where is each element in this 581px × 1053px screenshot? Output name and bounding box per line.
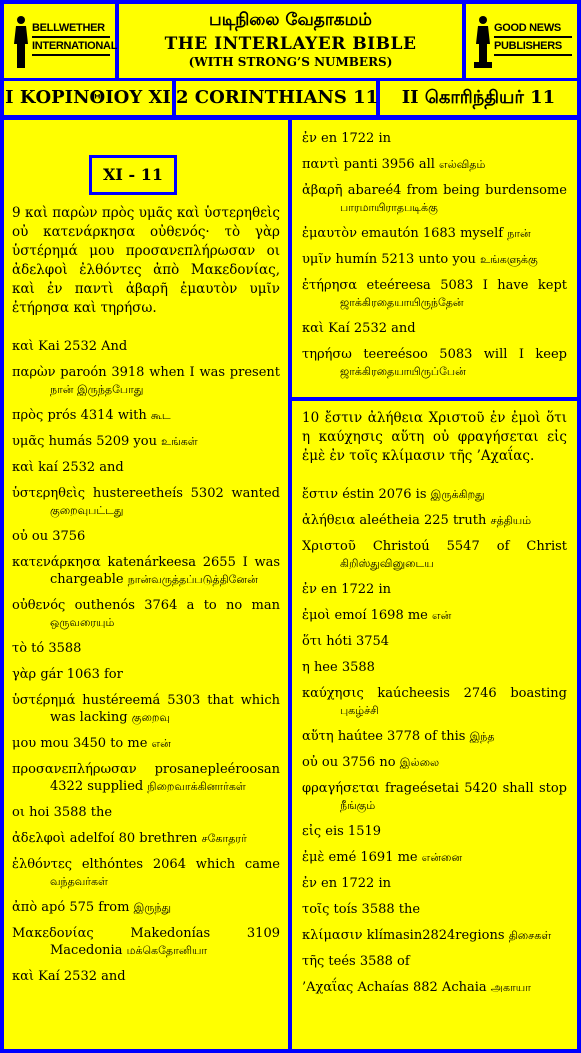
word-entry xyxy=(12,433,280,450)
greek-word: τῆς xyxy=(302,954,325,969)
transliteration-strongs-gloss: eteéreesa 5083 I have kept xyxy=(366,278,567,293)
tamil-gloss: ஜாக்கிரதையாயிருப்பேன் xyxy=(340,365,466,378)
word-entry xyxy=(12,485,280,519)
greek-word: υμῖν xyxy=(302,252,332,267)
logo-text-line: INTERNATIONAL xyxy=(32,40,110,56)
word-entry xyxy=(12,899,280,916)
word-entry xyxy=(302,659,567,676)
transliteration-strongs-gloss: hustereetheís 5302 wanted xyxy=(92,486,280,501)
word-entry xyxy=(302,512,567,529)
tamil-gloss: என்னை xyxy=(421,851,463,864)
transliteration-strongs-gloss: mou 3450 to me xyxy=(40,736,148,751)
greek-word: ὑστερηθεὶς xyxy=(12,486,86,501)
logo-text-line: GOOD NEWS xyxy=(494,22,572,38)
logo-text-line: PUBLISHERS xyxy=(494,40,572,56)
title-english: THE INTERLAYER BIBLE xyxy=(164,34,417,54)
greek-word: εἰς xyxy=(302,824,322,839)
transliteration-strongs-gloss: frageésetai 5420 shall stop xyxy=(385,781,567,796)
transliteration-strongs-gloss: en 1722 in xyxy=(321,582,391,597)
greek-word: καὶ xyxy=(12,339,35,354)
title-tamil: படிநிலை வேதாகமம் xyxy=(209,10,372,30)
greek-word: ἀλήθεια xyxy=(302,513,356,528)
word-entry xyxy=(12,528,280,545)
word-entry xyxy=(302,346,567,380)
bellwether-logo xyxy=(10,12,118,70)
greek-word: προσανεπλήρωσαν xyxy=(12,762,137,777)
word-entry xyxy=(302,780,567,814)
transliteration-strongs-gloss: outhenós 3764 a to no man xyxy=(74,598,280,613)
header-title-panel xyxy=(119,4,462,78)
transliteration-strongs-gloss: Makedonías 3109 Macedonia xyxy=(50,926,280,958)
transliteration-strongs-gloss: Achaías 882 Achaia xyxy=(357,980,487,995)
greek-word: ὑστέρημά xyxy=(12,693,76,708)
logo-text-line: BELLWETHER xyxy=(32,22,110,38)
transliteration-strongs-gloss: hóti 3754 xyxy=(326,634,390,649)
transliteration-strongs-gloss: teés 3588 of xyxy=(328,954,410,969)
word-entry xyxy=(302,823,567,840)
transliteration-strongs-gloss: Christoú 5547 of Christ xyxy=(372,539,567,554)
transliteration-strongs-gloss: kaúcheesis 2746 boasting xyxy=(377,686,567,701)
greek-word: ἐν xyxy=(302,876,317,891)
greek-word: καὶ xyxy=(12,969,35,984)
transliteration-strongs-gloss: emautón 1683 myself xyxy=(361,226,504,241)
tamil-gloss: இந்த xyxy=(469,730,495,743)
transliteration-strongs-gloss: prosanepleéroosan 4322 supplied xyxy=(50,762,280,794)
tamil-gloss: புகழ்ச்சி xyxy=(340,704,379,717)
word-entry xyxy=(12,968,280,985)
tamil-gloss: குறைவுபட்டது xyxy=(50,504,124,517)
transliteration-strongs-gloss: Kaí 2532 and xyxy=(38,969,126,984)
word-list-left xyxy=(12,338,280,985)
chapter-label: XI - 11 xyxy=(89,155,177,195)
word-entry xyxy=(302,633,567,650)
word-list-right-bottom xyxy=(302,486,567,996)
title-english-book: 2 CORINTHIANS 11 xyxy=(176,81,376,115)
title-tamil-book: II கொரிந்தியர் 11 xyxy=(380,81,577,115)
greek-word: Μακεδονίας xyxy=(12,926,94,941)
greek-word: ἐμαυτὸν xyxy=(302,226,358,241)
greek-word: Χριστοῦ xyxy=(302,539,356,554)
greek-word: παντὶ xyxy=(302,157,340,172)
transliteration-strongs-gloss: tó 3588 xyxy=(31,641,82,656)
good-news-logo xyxy=(472,12,572,70)
tamil-gloss: இருந்து xyxy=(133,901,172,914)
transliteration-strongs-gloss: Kaí 2532 and xyxy=(328,321,416,336)
greek-word: καύχησις xyxy=(302,686,364,701)
word-entry xyxy=(12,597,280,631)
transliteration-strongs-gloss: paroón 3918 when I was present xyxy=(60,365,280,380)
good-news-figure-icon xyxy=(474,14,492,68)
word-entry xyxy=(302,953,567,970)
greek-word: παρὼν xyxy=(12,365,56,380)
word-entry xyxy=(12,666,280,683)
subtitle: (WITH STRONG’S NUMBERS) xyxy=(188,55,393,69)
transliteration-strongs-gloss: en 1722 in xyxy=(321,876,391,891)
greek-word: πρὸς xyxy=(12,408,44,423)
greek-word: κλίμασιν xyxy=(302,928,363,943)
greek-word: ἐτήρησα xyxy=(302,278,358,293)
greek-word: ἐμὲ xyxy=(302,850,325,865)
verse-10-text: 10 ἔστιν ἀλήθεια Χριστοῦ ἐν ἐμοὶ ὅτι η καύχησις αὕτη οὐ φραγήσεται εἰς ἐμὲ ἐν τοῖς κλίμασιν τῆς ’Αχαΐας. xyxy=(302,410,567,464)
greek-word: ἐν xyxy=(302,582,317,597)
transliteration-strongs-gloss: hoi 3588 the xyxy=(29,805,113,820)
transliteration-strongs-gloss: teereésoo 5083 will I keep xyxy=(363,347,567,362)
word-entry xyxy=(12,830,280,847)
tamil-gloss: அகாயா xyxy=(490,981,531,994)
transliteration-strongs-gloss: emé 1691 me xyxy=(328,850,418,865)
transliteration-strongs-gloss: prós 4314 with xyxy=(47,408,147,423)
greek-word: καὶ xyxy=(302,321,325,336)
word-entry xyxy=(302,728,567,745)
transliteration-strongs-gloss: elthóntes 2064 which came xyxy=(81,857,280,872)
tamil-gloss: வந்தவர்கள் xyxy=(50,875,108,888)
tamil-gloss: நான்வருத்தப்படுத்தினேன் xyxy=(127,573,258,586)
tamil-gloss: கூட xyxy=(150,409,171,422)
greek-word: ἐν xyxy=(302,131,317,146)
greek-word: οὐθενός xyxy=(12,598,66,613)
transliteration-strongs-gloss: Kai 2532 And xyxy=(38,339,128,354)
tamil-gloss: சத்தியம் xyxy=(490,514,532,527)
tamil-gloss: உங்கள் xyxy=(161,435,198,448)
tamil-gloss: மக்கெதோனியா xyxy=(126,944,208,957)
transliteration-strongs-gloss: toís 3588 the xyxy=(333,902,421,917)
greek-word: καὶ xyxy=(12,460,35,475)
word-entry xyxy=(302,130,567,147)
greek-word: μου xyxy=(12,736,37,751)
transliteration-strongs-gloss: kaí 2532 and xyxy=(38,460,124,475)
word-entry xyxy=(12,640,280,657)
greek-word: ἀδελφοὶ xyxy=(12,831,66,846)
greek-word: τὸ xyxy=(12,641,28,656)
transliteration-strongs-gloss: humín 5213 unto you xyxy=(335,252,476,267)
greek-word: τηρήσω xyxy=(302,347,352,362)
greek-word: ὅτι xyxy=(302,634,323,649)
greek-word: ἐμοὶ xyxy=(302,608,331,623)
transliteration-strongs-gloss: adelfoí 80 brethren xyxy=(69,831,198,846)
tamil-gloss: எல்விதம் xyxy=(439,158,486,171)
good-news-logo-panel xyxy=(466,4,577,78)
word-entry xyxy=(302,538,567,572)
left-panel xyxy=(4,120,288,1049)
greek-word: υμᾶς xyxy=(12,434,45,449)
word-entry xyxy=(12,692,280,726)
transliteration-strongs-gloss: éstin 2076 is xyxy=(342,487,427,502)
bellwether-logo-panel xyxy=(4,4,118,78)
word-entry xyxy=(12,856,280,890)
transliteration-strongs-gloss: aleétheia 225 truth xyxy=(359,513,487,528)
word-entry xyxy=(302,979,567,996)
greek-word: οὐ xyxy=(12,529,28,544)
right-top-panel xyxy=(292,120,577,397)
word-entry xyxy=(12,554,280,588)
tamil-gloss: நீங்கும் xyxy=(340,799,376,812)
tamil-gloss: என் xyxy=(151,737,171,750)
transliteration-strongs-gloss: haútee 3778 of this xyxy=(337,729,466,744)
word-entry xyxy=(12,459,280,476)
word-entry xyxy=(12,364,280,398)
word-entry xyxy=(12,925,280,959)
transliteration-strongs-gloss: humás 5209 you xyxy=(48,434,157,449)
greek-word: φραγήσεται xyxy=(302,781,380,796)
transliteration-strongs-gloss: abareé4 from being burdensome xyxy=(347,183,567,198)
right-bottom-panel xyxy=(292,401,577,1049)
word-entry xyxy=(302,182,567,216)
transliteration-strongs-gloss: gár 1063 for xyxy=(40,667,123,682)
transliteration-strongs-gloss: ou 3756 no xyxy=(321,755,396,770)
word-entry xyxy=(302,486,567,503)
word-entry xyxy=(302,875,567,892)
greek-word: ἔστιν xyxy=(302,487,339,502)
tamil-gloss: நிறைவாக்கினார்கள் xyxy=(147,780,246,793)
tamil-gloss: ஜாக்கிரதையாயிருந்தேன் xyxy=(340,296,464,309)
word-list-right-top xyxy=(302,130,567,380)
word-entry xyxy=(12,338,280,355)
word-entry xyxy=(12,735,280,752)
word-entry xyxy=(302,849,567,866)
greek-word: κατενάρκησα xyxy=(12,555,101,570)
word-entry xyxy=(302,156,567,173)
tamil-gloss: உங்களுக்கு xyxy=(480,253,538,266)
tamil-gloss: இருக்கிறது xyxy=(430,488,485,501)
greek-word: οὐ xyxy=(302,755,318,770)
bellwether-figure-icon xyxy=(12,14,30,68)
tamil-gloss: நான் xyxy=(507,227,531,240)
transliteration-strongs-gloss: katenárkeesa 2655 I was chargeable xyxy=(50,555,280,587)
word-entry xyxy=(302,685,567,719)
transliteration-strongs-gloss: emoí 1698 me xyxy=(334,608,428,623)
tamil-gloss: குறைவு xyxy=(131,711,170,724)
greek-word: η xyxy=(302,660,310,675)
tamil-gloss: திசைகள் xyxy=(508,929,552,942)
transliteration-strongs-gloss: ou 3756 xyxy=(31,529,86,544)
transliteration-strongs-gloss: hee 3588 xyxy=(313,660,375,675)
greek-word: αὕτη xyxy=(302,729,334,744)
greek-word: ἀπὸ xyxy=(12,900,38,915)
tamil-gloss: இல்லை xyxy=(399,756,440,769)
word-entry xyxy=(12,407,280,424)
tamil-gloss: ஒருவரையும் xyxy=(50,616,115,629)
transliteration-strongs-gloss: klímasin2824regions xyxy=(366,928,505,943)
transliteration-strongs-gloss: apó 575 from xyxy=(41,900,130,915)
greek-word: ’Αχαΐας xyxy=(302,980,354,995)
word-entry xyxy=(302,901,567,918)
word-entry xyxy=(302,754,567,771)
greek-word: τοῖς xyxy=(302,902,330,917)
word-entry xyxy=(302,320,567,337)
word-entry xyxy=(12,761,280,795)
verse-9-text: 9 καὶ παρὼν πρὸς υμᾶς καὶ ὑστερηθεὶς οὐ κατενάρκησα οὐθενός· τὸ γὰρ ὑστέρημά μου προσανεπλήρωσαν οι ἀδελφοὶ ἐλθόντες ἀπὸ Μακεδονίας, καὶ ἐν παντὶ ἀβαρῆ ἐμαυτὸν υμῖν ἐτήρησα καὶ τηρήσω. xyxy=(12,205,280,316)
tamil-gloss: கிறிஸ்துவினுடைய xyxy=(340,557,434,570)
tamil-gloss: நான் இருந்தபோது xyxy=(50,383,144,396)
greek-word: γὰρ xyxy=(12,667,37,682)
word-entry xyxy=(302,251,567,268)
word-entry xyxy=(302,277,567,311)
tamil-gloss: பாரமாயிராதபடிக்கு xyxy=(340,201,438,214)
word-entry xyxy=(302,581,567,598)
greek-word: ἐλθόντες xyxy=(12,857,72,872)
greek-word: ἀβαρῆ xyxy=(302,183,343,198)
transliteration-strongs-gloss: panti 3956 all xyxy=(343,157,435,172)
word-entry xyxy=(12,804,280,821)
greek-word: οι xyxy=(12,805,25,820)
title-greek: Ι ΚΟΡΙΝΘΙΟΥ ΧΙ xyxy=(4,81,172,115)
transliteration-strongs-gloss: eis 1519 xyxy=(325,824,382,839)
word-entry xyxy=(302,607,567,624)
transliteration-strongs-gloss: hustéreemá 5303 that which was lacking xyxy=(50,693,280,725)
word-entry xyxy=(302,225,567,242)
tamil-gloss: சகோதரர் xyxy=(201,832,247,845)
word-entry xyxy=(302,927,567,944)
transliteration-strongs-gloss: en 1722 in xyxy=(321,131,391,146)
tamil-gloss: என் xyxy=(432,609,452,622)
